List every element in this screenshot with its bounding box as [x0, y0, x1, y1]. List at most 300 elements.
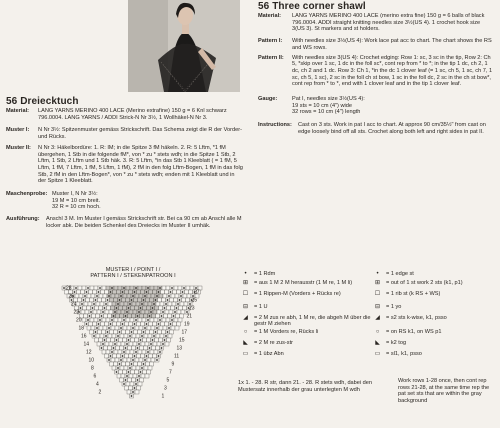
chart-stitch-mark — [113, 347, 115, 349]
chart-stitch-mark — [140, 307, 142, 309]
chart-stitch-mark — [143, 363, 145, 365]
chart-stitch-mark — [84, 295, 86, 297]
chart-stitch-mark — [141, 335, 143, 337]
chart-cell — [106, 286, 110, 290]
chart-stitch-mark — [150, 343, 152, 345]
chart-cell — [154, 318, 158, 322]
chart-title-line1: MUSTER I / POINT I / — [105, 267, 161, 273]
german-muster1-label: Muster I: — [6, 127, 30, 134]
chart-cell — [153, 342, 157, 346]
chart-stitch-mark — [171, 287, 173, 289]
chart-stitch-mark — [131, 299, 133, 301]
chart-stitch-mark — [63, 287, 65, 289]
chart-cell — [117, 290, 121, 294]
chart-stitch-mark — [120, 359, 122, 361]
legend-symbol-icon: ⊟ — [242, 304, 249, 310]
chart-cell — [156, 334, 160, 338]
chart-cell — [126, 286, 130, 290]
chart-stitch-mark — [144, 295, 146, 297]
chart-stitch-mark — [122, 291, 124, 293]
chart-stitch-mark — [105, 335, 107, 337]
legend-en-text: = 1 yo — [386, 304, 402, 310]
chart-cell — [184, 302, 188, 306]
chart-cell — [118, 318, 122, 322]
chart-cell — [132, 346, 136, 350]
legend-en-text: = sl1, k1, psso — [386, 351, 422, 357]
chart-row-label-left: 24 — [71, 301, 77, 308]
chart-stitch-mark — [123, 287, 125, 289]
chart-cell — [93, 310, 97, 314]
chart-stitch-mark — [135, 383, 137, 385]
chart-stitch-mark — [125, 315, 127, 317]
chart-cell — [149, 322, 153, 326]
chart-stitch-mark — [117, 303, 119, 305]
chart-cell — [98, 330, 102, 334]
chart-cell — [120, 346, 124, 350]
chart-cell — [119, 306, 123, 310]
legend-symbol-icon: • — [376, 271, 379, 277]
chart-cell — [108, 334, 112, 338]
chart-stitch-mark — [144, 359, 146, 361]
chart-cell — [99, 326, 103, 330]
chart-cell — [117, 310, 121, 314]
chart-cell — [121, 310, 125, 314]
chart-row-label-left: 14 — [83, 341, 90, 348]
chart-stitch-mark — [167, 299, 169, 301]
chart-stitch-mark — [144, 327, 146, 329]
chart-cell — [102, 298, 106, 302]
chart-cell — [171, 326, 175, 330]
chart-stitch-mark — [93, 335, 95, 337]
chart-cell — [183, 294, 187, 298]
chart-stitch-mark — [98, 323, 100, 325]
chart-cell — [108, 314, 112, 318]
chart-cell — [109, 342, 113, 346]
chart-stitch-mark — [117, 335, 119, 337]
chart-cell — [159, 294, 163, 298]
chart-cell — [173, 322, 177, 326]
chart-cell — [159, 338, 163, 342]
chart-cell — [104, 346, 108, 350]
chart-row-label-right: 3 — [164, 385, 167, 392]
chart-cell — [138, 362, 142, 366]
german-muster2-label: Muster II: — [6, 144, 31, 151]
chart-row-label-left: 28 — [66, 285, 72, 292]
chart-cell — [157, 342, 161, 346]
chart-cell — [166, 286, 170, 290]
chart-cell — [114, 350, 118, 354]
chart-cell — [168, 314, 172, 318]
legend-de-text: = aus 1 M 2 M herausstr (1 M re, 1 M li) — [254, 280, 353, 286]
chart-cell — [178, 286, 182, 290]
chart-stitch-mark — [95, 299, 97, 301]
chart-stitch-mark — [104, 307, 106, 309]
chart-cell — [156, 346, 160, 350]
chart-cell — [129, 374, 133, 378]
chart-cell — [154, 286, 158, 290]
chart-cell — [153, 310, 157, 314]
chart-cell — [189, 290, 193, 294]
chart-stitch-mark — [146, 291, 148, 293]
chart-stitch-mark — [123, 351, 125, 353]
chart-cell — [110, 330, 114, 334]
chart-cell — [139, 326, 143, 330]
german-body — [6, 108, 244, 232]
chart-cell — [178, 318, 182, 322]
chart-cell — [118, 286, 122, 290]
chart-cell — [111, 306, 115, 310]
chart-cell — [160, 334, 164, 338]
chart-cell — [94, 318, 98, 322]
chart-stitch-mark — [86, 323, 88, 325]
chart-cell — [161, 290, 165, 294]
chart-cell — [123, 358, 127, 362]
chart-row-label-left: 20 — [76, 317, 82, 324]
chart-cell — [143, 338, 147, 342]
chart-stitch-mark — [134, 323, 136, 325]
chart-stitch-mark — [147, 351, 149, 353]
chart-cell — [146, 330, 150, 334]
chart-cell — [144, 302, 148, 306]
chart-row-label-right: 11 — [174, 353, 180, 360]
legend-de-text: = 2 M zus re abh, 1 M re, die abgeh M über die gestr M ziehen — [254, 315, 371, 328]
chart-stitch-mark — [165, 303, 167, 305]
chart-stitch-mark — [153, 303, 155, 305]
chart-stitch-mark — [162, 311, 164, 313]
chart-cell — [114, 286, 118, 290]
chart-cell — [81, 310, 85, 314]
chart-stitch-mark — [87, 287, 89, 289]
chart-cell — [175, 294, 179, 298]
german-material-label: Material: — [6, 108, 30, 114]
chart-cell — [147, 370, 151, 374]
chart-stitch-mark — [120, 295, 122, 297]
chart-cell — [185, 290, 189, 294]
chart-cell — [91, 294, 95, 298]
english-heading: 56 Three corner shawl — [258, 1, 366, 12]
chart-stitch-mark — [132, 327, 134, 329]
legend-symbol-icon: ▭ — [374, 351, 381, 357]
english-material — [258, 13, 494, 33]
chart-cell — [144, 366, 148, 370]
chart-row-label-right: 13 — [176, 345, 183, 352]
chart-cell — [171, 294, 175, 298]
chart-stitch-mark — [108, 327, 110, 329]
chart-stitch-mark — [143, 299, 145, 301]
chart-cell — [132, 334, 136, 338]
chart-cell — [125, 322, 129, 326]
chart-cell — [143, 306, 147, 310]
chart-stitch-mark — [152, 307, 154, 309]
chart-stitch-mark — [108, 359, 110, 361]
chart-cell — [145, 310, 149, 314]
german-maschenprobe-text: Muster I, N Nr 3½: — [52, 191, 98, 198]
chart-cell — [92, 314, 96, 318]
chart-stitch-mark — [128, 371, 130, 373]
chart-stitch-mark — [114, 311, 116, 313]
chart-cell — [127, 326, 131, 330]
chart-cell — [122, 362, 126, 366]
english-pattern2 — [258, 55, 494, 89]
chart-stitch-mark — [102, 311, 104, 313]
chart-cell — [103, 294, 107, 298]
chart-stitch-mark — [134, 355, 136, 357]
chart-cell — [135, 294, 139, 298]
chart-cell — [174, 298, 178, 302]
chart-cell — [119, 338, 123, 342]
chart-stitch-mark — [141, 367, 143, 369]
legend-symbol-icon: ▭ — [242, 351, 249, 357]
chart-cell — [186, 286, 190, 290]
chart-stitch-mark — [116, 339, 118, 341]
chart-stitch-mark — [137, 347, 139, 349]
chart-cell — [168, 302, 172, 306]
legend-symbol-icon: ☐ — [242, 291, 249, 297]
chart-cell — [104, 314, 108, 318]
chart-stitch-mark — [164, 307, 166, 309]
chart-stitch-mark — [110, 291, 112, 293]
chart-cell — [170, 298, 174, 302]
chart-row-label-right: 19 — [184, 321, 190, 328]
chart-cell — [162, 330, 166, 334]
chart-cell — [123, 326, 127, 330]
chart-stitch-mark — [158, 323, 160, 325]
chart-cell — [113, 322, 117, 326]
chart-stitch-mark — [129, 303, 131, 305]
chart-cell — [137, 322, 141, 326]
chart-stitch-mark — [159, 351, 161, 353]
chart-cell — [93, 322, 97, 326]
chart-cell — [76, 302, 80, 306]
chart-cell — [121, 342, 125, 346]
chart-row-label-right: 1 — [161, 393, 165, 400]
chart-stitch-mark — [96, 295, 98, 297]
chart-cell — [126, 350, 130, 354]
chart-cell — [136, 334, 140, 338]
chart-cell — [155, 306, 159, 310]
legend-symbol-icon: ◢ — [375, 315, 380, 321]
chart-stitch-mark — [117, 367, 119, 369]
chart-stitch-mark — [99, 287, 101, 289]
chart-cell — [158, 330, 162, 334]
chart-stitch-mark — [111, 287, 113, 289]
chart-cell — [126, 318, 130, 322]
chart-cell — [152, 314, 156, 318]
chart-cell — [147, 306, 151, 310]
chart-cell — [163, 294, 167, 298]
chart-cell — [135, 338, 139, 342]
german-maschenprobe-line1: 19 M = 10 cm breit. — [52, 197, 101, 204]
chart-cell — [120, 366, 124, 370]
chart-cell — [94, 286, 98, 290]
english-gauge-line2: 32 rows = 10 cm (4") length — [292, 109, 361, 116]
chart-stitch-mark — [80, 307, 82, 309]
chart-cell — [129, 342, 133, 346]
chart-cell — [153, 354, 157, 358]
chart-stitch-mark — [132, 359, 134, 361]
chart-row-label-left: 16 — [81, 333, 87, 340]
chart-cell — [157, 310, 161, 314]
chart-stitch-mark — [141, 303, 143, 305]
chart-cell — [99, 306, 103, 310]
chart-cell — [144, 314, 148, 318]
chart-stitch-mark — [168, 295, 170, 297]
chart-cell — [183, 306, 187, 310]
legend-symbol-icon: ⊞ — [374, 280, 381, 286]
german-maschenprobe — [6, 191, 244, 211]
chart-stitch-mark — [165, 335, 167, 337]
chart-cell — [89, 322, 93, 326]
chart-cell — [124, 302, 128, 306]
chart-cell — [123, 338, 127, 342]
chart-cell — [181, 310, 185, 314]
chart-cell — [165, 310, 169, 314]
chart-cell — [138, 330, 142, 334]
chart-cell — [120, 302, 124, 306]
chart-cell — [87, 326, 91, 330]
english-instructions-text: Cast on 3 sts. Work in pat I acc to chart. At approx 90 cm/35½" from cast on edge loosely bind off all sts. Crochet along both left and right sides in pat II. — [298, 122, 486, 135]
chart-cell — [114, 298, 118, 302]
chart-stitch-mark — [134, 291, 136, 293]
chart-row-label-left: 8 — [91, 365, 94, 372]
chart-stitch-mark — [135, 351, 137, 353]
chart-cell — [78, 298, 82, 302]
chart-cell — [95, 338, 99, 342]
chart-stitch-mark — [105, 303, 107, 305]
chart-stitch-mark — [156, 359, 158, 361]
chart-cell — [130, 318, 134, 322]
chart-cell — [130, 286, 134, 290]
chart-cell — [147, 358, 151, 362]
chart-cell — [111, 294, 115, 298]
chart-cell — [150, 350, 154, 354]
chart-cell — [113, 354, 117, 358]
chart-cell — [180, 302, 184, 306]
chart-cell — [102, 350, 106, 354]
chart-cell — [79, 294, 83, 298]
chart-cell — [113, 290, 117, 294]
chart-cell — [134, 330, 138, 334]
chart-cell — [168, 334, 172, 338]
chart-cell — [126, 330, 130, 334]
legend-en-text: = on RS k1, on WS p1 — [386, 329, 442, 335]
chart-stitch-mark — [155, 299, 157, 301]
chart-row-label-right: 23 — [189, 305, 195, 312]
chart-stitch-mark — [158, 291, 160, 293]
chart-stitch-mark — [98, 291, 100, 293]
chart-cell — [123, 294, 127, 298]
chart-stitch-mark — [182, 291, 184, 293]
legend-symbol-icon: ◣ — [243, 340, 248, 346]
chart-stitch-mark — [156, 327, 158, 329]
chart-cell — [161, 322, 165, 326]
chart-stitch-mark — [119, 299, 121, 301]
chart-stitch-mark — [167, 331, 169, 333]
chart-stitch-mark — [92, 307, 94, 309]
chart-cell — [75, 294, 79, 298]
legend-symbol-icon: ◢ — [243, 315, 248, 321]
english-pattern1 — [258, 38, 494, 51]
chart-cell — [116, 314, 120, 318]
chart-stitch-mark — [132, 391, 134, 393]
chart-cell — [115, 294, 119, 298]
chart-cell — [177, 310, 181, 314]
chart-cell — [120, 334, 124, 338]
chart-cell — [136, 302, 140, 306]
german-muster1 — [6, 127, 244, 140]
chart-cell — [109, 310, 113, 314]
chart-cell — [86, 298, 90, 302]
chart-cell — [129, 290, 133, 294]
chart-cell — [81, 290, 85, 294]
chart-cell — [114, 330, 118, 334]
chart-cell — [108, 346, 112, 350]
chart-cell — [171, 306, 175, 310]
chart-cell — [159, 306, 163, 310]
chart-cell — [120, 378, 124, 382]
chart-stitch-mark — [156, 295, 158, 297]
chart-cell — [159, 326, 163, 330]
chart-cell — [140, 378, 144, 382]
chart-cell — [110, 298, 114, 302]
chart-cell — [155, 338, 159, 342]
chart-cell — [127, 390, 131, 394]
chart-row-label-right: 27 — [194, 289, 200, 296]
chart-cell — [148, 334, 152, 338]
chart-stitch-mark — [164, 339, 166, 341]
chart-stitch-mark — [140, 371, 142, 373]
chart-cell — [147, 326, 151, 330]
chart-cell — [166, 318, 170, 322]
chart-cell — [126, 382, 130, 386]
chart-cell — [135, 358, 139, 362]
chart-stitch-mark — [128, 307, 130, 309]
chart-stitch-mark — [101, 347, 103, 349]
chart-stitch-mark — [149, 315, 151, 317]
chart-stitch-mark — [147, 319, 149, 321]
chart-title — [78, 267, 188, 280]
chart-cell — [82, 286, 86, 290]
german-ausfuehrung-label: Ausführung: — [6, 216, 40, 223]
chart-cell — [121, 374, 125, 378]
german-ausfuehrung-text: Anschl 3 M. Im Muster I gemäss Strickschrift str. Bei ca 90 cm ab Anschl alle M locker abk. Die beiden Schenkel des Dreiecks im Muster II umhäk. — [46, 216, 242, 229]
chart-stitch-mark — [116, 371, 118, 373]
chart-stitch-mark — [149, 347, 151, 349]
chart-row-label-right: 17 — [181, 329, 188, 336]
chart-stitch-mark — [90, 311, 92, 313]
english-gauge — [258, 96, 494, 116]
chart-row-label-left: 10 — [88, 357, 95, 364]
english-body — [258, 13, 494, 138]
chart-cell — [130, 382, 134, 386]
chart-stitch-mark — [159, 319, 161, 321]
chart-cell — [119, 370, 123, 374]
english-pattern1-text: With needles size 3½(US 4): Work lace pat acc to chart. The chart shows the RS and WS rows. — [292, 38, 492, 51]
chart-cell — [151, 326, 155, 330]
chart-cell — [130, 350, 134, 354]
chart-stitch-mark — [137, 315, 139, 317]
chart-cell — [151, 294, 155, 298]
chart-cell — [144, 346, 148, 350]
chart-stitch-mark — [111, 351, 113, 353]
chart-cell — [117, 342, 121, 346]
chart-stitch-mark — [179, 299, 181, 301]
chart-stitch-mark — [158, 355, 160, 357]
chart-stitch-mark — [125, 379, 127, 381]
chart-cell — [150, 362, 154, 366]
chart-cell — [112, 366, 116, 370]
chart-cell — [87, 294, 91, 298]
